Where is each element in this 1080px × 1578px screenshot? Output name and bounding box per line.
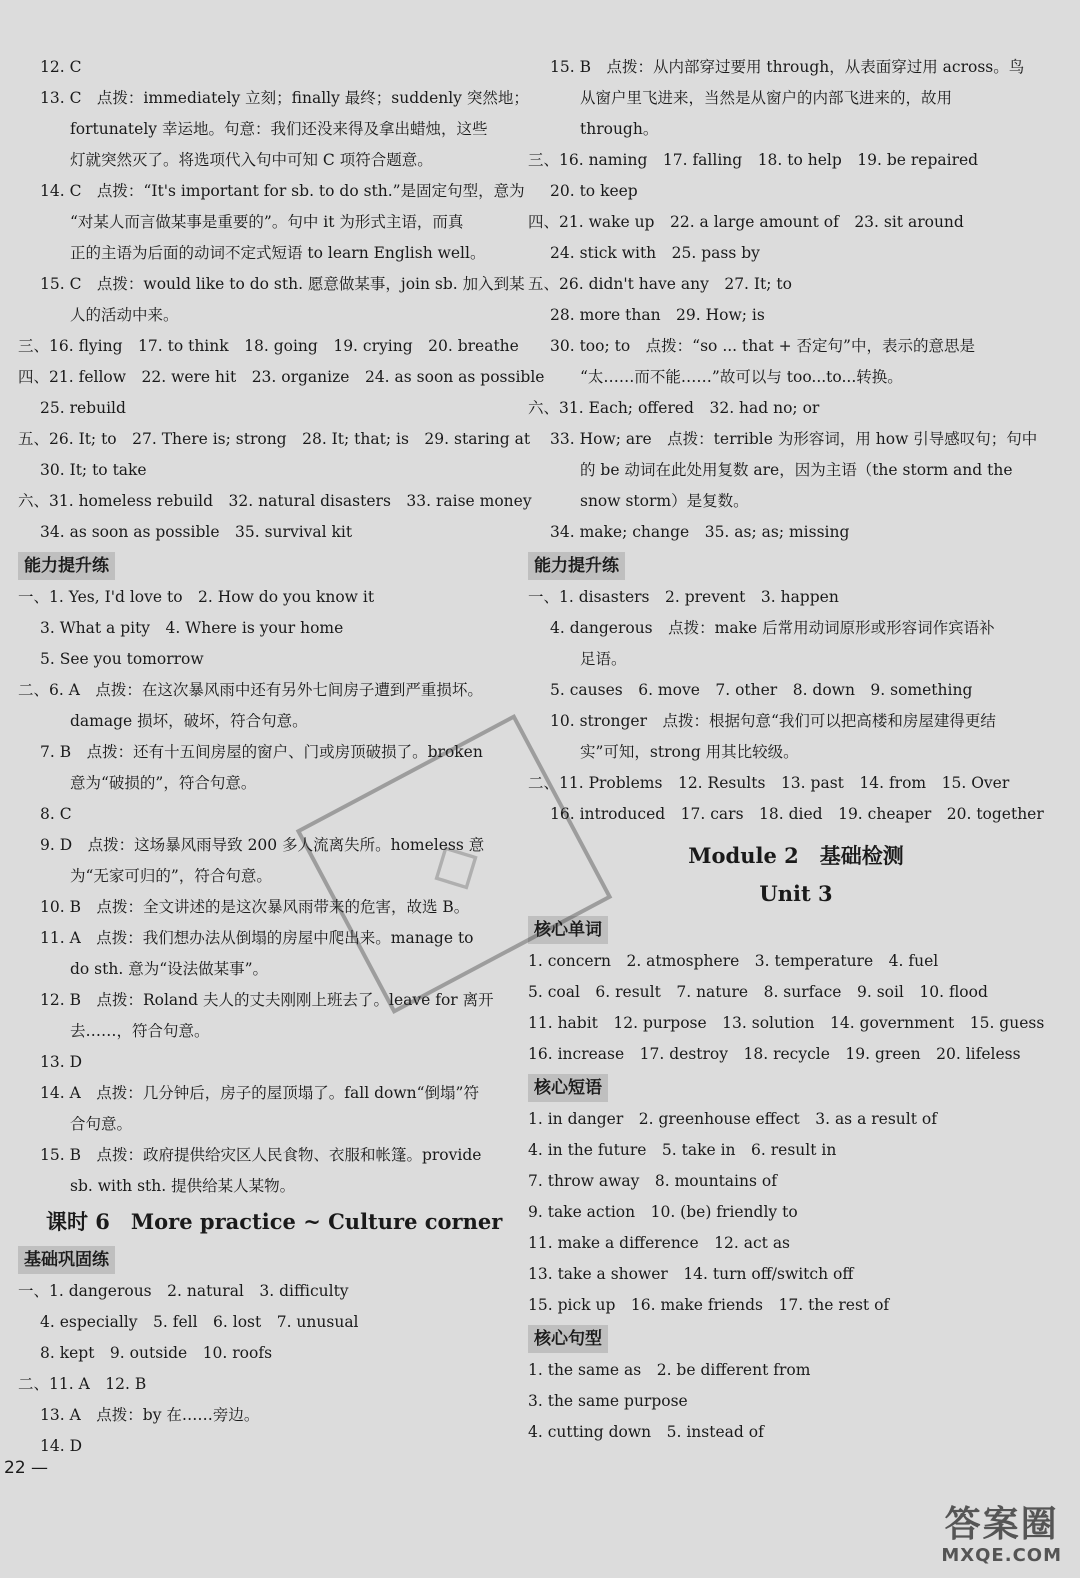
answer-line: 4. cutting down 5. instead of [528,1423,764,1441]
answer-line: 13. C 点拨：immediately 立刻；finally 最终；suddenly 突然地； [40,89,529,107]
answer-line: 3. What a pity 4. Where is your home [40,619,344,637]
answer-line: 16. increase 17. destroy 18. recycle 19. green 20. lifeless [528,1045,1021,1063]
answer-line: damage 损坏，破坏，符合句意。 [70,712,308,730]
answer-line: 30. It; to take [40,461,147,479]
answer-line: 13. A 点拨：by 在……旁边。 [40,1406,260,1424]
answer-line: 1. the same as 2. be different from [528,1361,811,1379]
stamp-watermark: ◇ [296,714,613,1014]
answer-line: 4. dangerous 点拨：make 后常用动词原形或形容词作宾语补 [550,619,995,637]
answer-line: 20. to keep [550,182,638,200]
answer-line: 三、16. flying 17. to think 18. going 19. crying 20. breathe [18,337,519,355]
answer-line: 5. causes 6. move 7. other 8. down 9. something [550,681,973,699]
answer-line: 五、26. It; to 27. There is; strong 28. It; that; is 29. staring at [18,430,531,448]
answer-line: 15. B 点拨：从内部穿过要用 through，从表面穿过用 across。鸟 [550,58,1025,76]
left-column [18,52,545,1462]
site-watermark [941,1505,1062,1566]
answer-line: 8. kept 9. outside 10. roofs [40,1344,273,1362]
answer-line: 意为“破损的”，符合句意。 [70,774,257,792]
answer-line: 11. habit 12. purpose 13. solution 14. government 15. guess [528,1014,1045,1032]
section-heading: 能力提升练 [528,552,625,580]
answer-line: 12. B 点拨：Roland 夫人的丈夫刚刚上班去了。leave for 离开 [40,991,494,1009]
unit-title: Unit 3 [759,881,833,906]
answer-line: 8. C [40,805,72,823]
answer-line: 的 be 动词在此处用复数 are，因为主语（the storm and the [580,461,1013,479]
answer-line: 33. How; are 点拨：terrible 为形容词，用 how 引导感叹句；句中 [550,430,1038,448]
answer-line: fortunately 幸运地。句意：我们还没来得及拿出蜡烛，这些 [70,120,488,138]
answer-line: 16. introduced 17. cars 18. died 19. cheaper 20. together [550,805,1044,823]
answer-line: 四、21. wake up 22. a large amount of 23. sit around [528,213,964,231]
watermark-logo-text: 答案圈 [944,1504,1059,1545]
module-title: Module 2 基础检测 [688,843,904,868]
answer-line: 30. too; to 点拨：“so ... that + 否定句”中，表示的意思是 [550,337,975,355]
answer-line: 10. B 点拨：全文讲述的是这次暴风雨带来的危害，故选 B。 [40,898,470,916]
answer-line: 六、31. homeless rebuild 32. natural disasters 33. raise money [18,492,532,510]
section-heading: 基础巩固练 [18,1246,115,1274]
right-column [528,52,1064,1448]
answer-line: 二、11. A 12. B [18,1375,147,1393]
answer-line: 9. take action 10. (be) friendly to [528,1203,798,1221]
answer-line: 25. rebuild [40,399,126,417]
answer-line: 4. in the future 5. take in 6. result in [528,1141,837,1159]
answer-line: 合句意。 [70,1115,133,1133]
answer-line: 15. C 点拨：would like to do sth. 愿意做某事，join sb. 加入到某 [40,275,525,293]
answer-line: 9. D 点拨：这场暴风雨导致 200 多人流离失所。homeless 意 [40,836,485,854]
answer-line: 7. B 点拨：还有十五间房屋的窗户、门或房顶破损了。broken [40,743,483,761]
answer-line: 一、1. Yes, I'd love to 2. How do you know it [18,588,375,606]
answer-line: 34. as soon as possible 35. survival kit [40,523,353,541]
answer-line: 5. coal 6. result 7. nature 8. surface 9. soil 10. flood [528,983,988,1001]
answer-line: 14. D [40,1437,83,1455]
answer-line: 人的活动中来。 [70,306,179,324]
answer-line: 三、16. naming 17. falling 18. to help 19. be repaired [528,151,979,169]
answer-line: 4. especially 5. fell 6. lost 7. unusual [40,1313,359,1331]
answer-line: 10. stronger 点拨：根据句意“我们可以把高楼和房屋建得更结 [550,712,996,730]
answer-line: 1. in danger 2. greenhouse effect 3. as a result of [528,1110,937,1128]
answer-line: “太……而不能……”故可以与 too...to...转换。 [580,368,903,386]
answer-line: 13. D [40,1053,83,1071]
answer-line: 3. the same purpose [528,1392,688,1410]
answer-line: 实”可知，strong 用其比较级。 [580,743,799,761]
answer-line: 15. pick up 16. make friends 17. the rest of [528,1296,890,1314]
answer-line: 一、1. disasters 2. prevent 3. happen [528,588,839,606]
answer-line: 四、21. fellow 22. were hit 23. organize 24. as soon as possible [18,368,545,386]
answer-line: 12. C [40,58,82,76]
answer-line: 二、11. Problems 12. Results 13. past 14. from 15. Over [528,774,1010,792]
answer-line: 5. See you tomorrow [40,650,204,668]
section-heading: 核心句型 [528,1325,608,1353]
answer-line: 34. make; change 35. as; as; missing [550,523,850,541]
answer-line: 7. throw away 8. mountains of [528,1172,777,1190]
answer-line: 13. take a shower 14. turn off/switch off [528,1265,854,1283]
answer-line: 从窗户里飞进来，当然是从窗户的内部飞进来的，故用 [580,89,953,107]
answer-line: 24. stick with 25. pass by [550,244,760,262]
answer-line: 足语。 [580,650,627,668]
answer-line: 为“无家可归的”，符合句意。 [70,867,272,885]
watermark-url: MXQE.COM [941,1545,1062,1566]
section-heading: 核心单词 [528,916,608,944]
answer-line: do sth. 意为“设法做某事”。 [70,960,269,978]
answer-line: 灯就突然灭了。将选项代入句中可知 C 项符合题意。 [70,151,433,169]
answer-line: snow storm）是复数。 [580,492,749,510]
answer-line: 28. more than 29. How; is [550,306,765,324]
answer-line: 二、6. A 点拨：在这次暴风雨中还有另外七间房子遭到严重损坏。 [18,681,483,699]
answer-line: sb. with sth. 提供给某人某物。 [70,1177,296,1195]
page-number: 22 — [4,1458,49,1478]
answer-line: 15. B 点拨：政府提供给灾区人民食物、衣服和帐篷。provide [40,1146,482,1164]
answer-line: 六、31. Each; offered 32. had no; or [528,399,820,417]
answer-line: 14. C 点拨：“It's important for sb. to do sth.”是固定句型，意为 [40,182,525,200]
answer-line: 11. make a difference 12. act as [528,1234,791,1252]
answer-line: “对某人而言做某事是重要的”。句中 it 为形式主语，而真 [70,213,464,231]
answer-line: 1. concern 2. atmosphere 3. temperature 4. fuel [528,952,939,970]
answer-line: through。 [580,120,659,138]
answer-line: 一、1. dangerous 2. natural 3. difficulty [18,1282,349,1300]
answer-line: 14. A 点拨：几分钟后，房子的屋顶塌了。fall down“倒塌”符 [40,1084,479,1102]
answer-line: 去……，符合句意。 [70,1022,210,1040]
section-heading: 核心短语 [528,1074,608,1102]
answer-line: 五、26. didn't have any 27. It; to [528,275,792,293]
answer-line: 正的主语为后面的动词不定式短语 to learn English well。 [70,244,486,262]
lesson-title: 课时 6 More practice ~ Culture corner [46,1209,503,1234]
section-heading: 能力提升练 [18,552,115,580]
answer-line: 11. A 点拨：我们想办法从倒塌的房屋中爬出来。manage to [40,929,474,947]
